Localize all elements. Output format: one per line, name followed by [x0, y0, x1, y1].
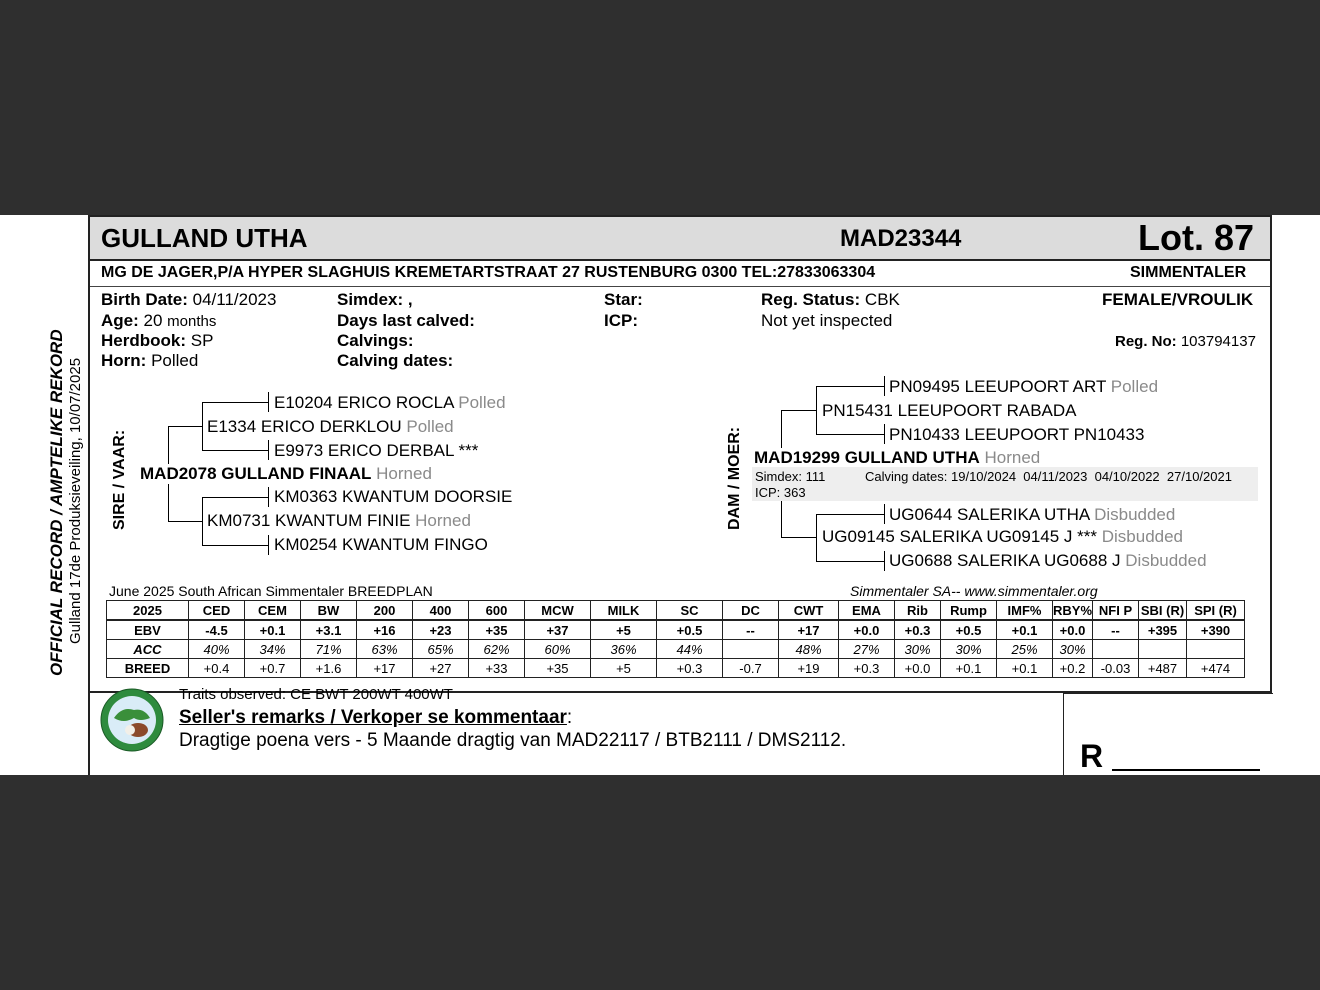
acc-cell: 36% — [591, 640, 657, 659]
breed-avg-cell: +0.0 — [895, 659, 941, 678]
breed-avg-cell: +0.4 — [189, 659, 245, 678]
ebv-cell: -- — [1093, 620, 1139, 640]
acc-cell: 30% — [1053, 640, 1093, 659]
ebv-header-cell: CED — [189, 601, 245, 621]
dam-sire: PN15431 LEEUPOORT RABADA — [822, 401, 1077, 420]
ebv-cell: +0.0 — [1053, 620, 1093, 640]
dam-ddd-tick — [884, 551, 885, 571]
dam-dss-connector — [816, 386, 884, 387]
ebv-header-cell: SPI (R) — [1187, 601, 1245, 621]
logo-graphic — [100, 688, 164, 752]
ebv-header-cell: DC — [723, 601, 779, 621]
acc-cell: 25% — [997, 640, 1053, 659]
animal-ident: MAD23344 — [840, 225, 962, 252]
herdbook: Herdbook: SP — [101, 331, 214, 350]
simmentaler-logo — [100, 688, 164, 752]
ebv-header-cell: CWT — [779, 601, 839, 621]
ebv-cell: +23 — [413, 620, 469, 640]
ebv-table — [106, 600, 1245, 678]
acc-cell: 44% — [657, 640, 723, 659]
dam-simdex: Simdex: 111 — [755, 469, 826, 484]
breed-avg-cell: +0.1 — [941, 659, 997, 678]
ebv-cell: EBV — [107, 620, 189, 640]
ebv-header-cell: EMA — [839, 601, 895, 621]
acc-cell: 71% — [301, 640, 357, 659]
acc-cell: ACC — [107, 640, 189, 659]
acc-cell: 63% — [357, 640, 413, 659]
ebv-cell: -- — [723, 620, 779, 640]
sire-sdd-tick — [268, 535, 269, 555]
sire-sdd-connector — [202, 545, 268, 546]
acc-cell: 30% — [941, 640, 997, 659]
ebv-header-cell: IMF% — [997, 601, 1053, 621]
dam-icp: ICP: 363 — [755, 485, 806, 500]
simdex-label: Simdex: , — [337, 290, 413, 309]
breed-avg-cell: +0.3 — [657, 659, 723, 678]
ebv-header-cell: CEM — [245, 601, 301, 621]
inspection-status: Not yet inspected — [761, 311, 893, 330]
sire-sds-tick — [268, 487, 269, 507]
sire-dam-dam: KM0254 KWANTUM FINGO — [274, 535, 488, 554]
ebv-header-cell: 400 — [413, 601, 469, 621]
ebv-header-cell: Rump — [941, 601, 997, 621]
ebv-cell: +35 — [469, 620, 525, 640]
breed-avg-cell: -0.7 — [723, 659, 779, 678]
breed-avg-cell: +0.1 — [997, 659, 1053, 678]
ebv-cell: +395 — [1139, 620, 1187, 640]
breed-avg-cell: +35 — [525, 659, 591, 678]
ebv-header-cell: 2025 — [107, 601, 189, 621]
ebv-cell: -4.5 — [189, 620, 245, 640]
ebv-cell: +5 — [591, 620, 657, 640]
bottom-backdrop — [0, 775, 1320, 990]
card-left-border — [88, 215, 90, 775]
ebv-cell: +0.5 — [941, 620, 997, 640]
sire-ss-bracket — [202, 402, 203, 450]
star-label: Star: — [604, 290, 643, 309]
lot-number: Lot. 87 — [1138, 217, 1255, 258]
breed-avg-cell: +5 — [591, 659, 657, 678]
dam-sire-dam: PN10433 LEEUPOORT PN10433 — [889, 425, 1145, 444]
ebv-cell: +17 — [779, 620, 839, 640]
acc-cell — [1187, 640, 1245, 659]
official-record-label: OFFICIAL RECORD / AMPTELIKE REKORD — [47, 329, 66, 676]
sire-dam: KM0731 KWANTUM FINIE Horned — [207, 511, 471, 530]
ebv-header-cell: SC — [657, 601, 723, 621]
ebv-cell: +37 — [525, 620, 591, 640]
sire-sd-bracket — [202, 497, 203, 545]
breed-avg-cell: +487 — [1139, 659, 1187, 678]
animal-name: GULLAND UTHA — [101, 223, 308, 253]
sire-sire-dam: E9973 ERICO DERBAL *** — [274, 441, 479, 460]
ebv-cell: +3.1 — [301, 620, 357, 640]
acc-cell — [723, 640, 779, 659]
age: Age: 20 months — [101, 311, 217, 330]
acc-cell: 27% — [839, 640, 895, 659]
ebv-cell: +0.0 — [839, 620, 895, 640]
remarks-text: Dragtige poena vers - 5 Maande dragtig van MAD22117 / BTB2111 / DMS2112. — [179, 730, 847, 751]
ebv-header-cell: RBY% — [1053, 601, 1093, 621]
dam-label: DAM / MOER: — [726, 426, 743, 530]
dam-lower-bracket — [781, 501, 782, 537]
acc-cell: 48% — [779, 640, 839, 659]
breed-avg-cell: +33 — [469, 659, 525, 678]
breedplan-title: June 2025 South African Simmentaler BREEDPLAN — [109, 583, 433, 599]
breed-avg-cell: +0.7 — [245, 659, 301, 678]
reg-number: Reg. No: 103794137 — [1115, 333, 1256, 350]
sire-ss-connector — [168, 426, 202, 427]
ebv-cell: +0.1 — [245, 620, 301, 640]
sale-name: Gulland 17de Produksieveiling, 10/07/2025 — [67, 357, 84, 644]
ebv-cell: +0.5 — [657, 620, 723, 640]
acc-cell: 62% — [469, 640, 525, 659]
sire-ssd-connector — [202, 450, 268, 451]
dam-calving-dates: Calving dates: 19/10/2024 04/11/2023 04/10/2022 27/10/2021 — [865, 469, 1232, 484]
ebv-cell: +0.1 — [997, 620, 1053, 640]
ebv-header-cell: MILK — [591, 601, 657, 621]
breed-name: SIMMENTALER — [1130, 264, 1247, 281]
breed-avg-cell: BREED — [107, 659, 189, 678]
sire-ssd-tick — [268, 440, 269, 460]
acc-cell: 60% — [525, 640, 591, 659]
ebv-header-cell: NFI P — [1093, 601, 1139, 621]
ebv-header-cell: 200 — [357, 601, 413, 621]
icp-label: ICP: — [604, 311, 638, 330]
sex-label: FEMALE/VROULIK — [1102, 290, 1254, 309]
dam-ddd-connector — [816, 561, 884, 562]
traits-observed: Traits observed: CE BWT 200WT 400WT — [179, 686, 453, 703]
breed-avg-cell: +0.2 — [1053, 659, 1093, 678]
acc-cell: 40% — [189, 640, 245, 659]
ebv-header-cell: MCW — [525, 601, 591, 621]
acc-cell: 34% — [245, 640, 301, 659]
breed-avg-row — [107, 659, 1245, 678]
sire-sss-connector — [202, 402, 268, 403]
dam-sire-sire: PN09495 LEEUPOORT ART Polled — [889, 377, 1159, 396]
acc-cell: 65% — [413, 640, 469, 659]
breed-avg-cell: +0.3 — [839, 659, 895, 678]
sire-sds-connector — [202, 497, 268, 498]
dam-dam-dam: UG0688 SALERIKA UG0688 J Disbudded — [889, 551, 1207, 570]
dam-upper-bracket — [781, 410, 782, 448]
breedplan-website: Simmentaler SA-- www.simmentaler.org — [850, 583, 1098, 599]
dam-dsd-connector — [816, 434, 884, 435]
price-r-label: R — [1080, 738, 1104, 774]
sire-sire: E1334 ERICO DERKLOU Polled — [207, 417, 454, 436]
dam-dss-tick — [884, 376, 885, 396]
acc-row — [107, 640, 1245, 659]
ebv-header-cell: Rib — [895, 601, 941, 621]
sire-sire-sire: E10204 ERICO ROCLA Polled — [274, 393, 506, 412]
dam-dd-bracket — [816, 514, 817, 561]
birth-date: Birth Date: 04/11/2023 — [101, 290, 277, 309]
ebv-row — [107, 620, 1245, 640]
days-last-calved-label: Days last calved: — [337, 311, 475, 330]
reg-status: Reg. Status: CBK — [761, 290, 900, 309]
breed-avg-cell: -0.03 — [1093, 659, 1139, 678]
acc-cell — [1139, 640, 1187, 659]
ebv-header-cell: SBI (R) — [1139, 601, 1187, 621]
ebv-cell: +390 — [1187, 620, 1245, 640]
calving-dates-label: Calving dates: — [337, 351, 454, 370]
remarks-heading: Seller's remarks / Verkoper se kommentaar: — [179, 707, 573, 728]
breed-avg-cell: +17 — [357, 659, 413, 678]
breed-avg-cell: +27 — [413, 659, 469, 678]
breed-avg-cell: +19 — [779, 659, 839, 678]
sire-label: SIRE / VAAR: — [111, 429, 128, 530]
dam-ds-bracket — [816, 386, 817, 434]
ebv-cell: +0.3 — [895, 620, 941, 640]
sire-sd-connector — [168, 521, 202, 522]
breeder-address: MG DE JAGER,P/A HYPER SLAGHUIS KREMETARTSTRAAT 27 RUSTENBURG 0300 TEL:27833063304 — [101, 264, 876, 281]
acc-cell: 30% — [895, 640, 941, 659]
price-line — [1112, 769, 1260, 771]
acc-cell — [1093, 640, 1139, 659]
dam-dds-connector — [816, 514, 884, 515]
dam-dds-tick — [884, 504, 885, 524]
dam-dsd-tick — [884, 424, 885, 444]
ebv-header-cell: 600 — [469, 601, 525, 621]
calvings-label: Calvings: — [337, 331, 414, 350]
breed-avg-cell: +474 — [1187, 659, 1245, 678]
dam-dam: UG09145 SALERIKA UG09145 J *** Disbudded — [822, 527, 1184, 546]
ebv-header-row — [107, 601, 1245, 621]
sire-sss-tick — [268, 392, 269, 412]
sire-name: MAD2078 GULLAND FINAAL Horned — [140, 464, 432, 483]
ebv-cell: +16 — [357, 620, 413, 640]
breed-avg-cell: +1.6 — [301, 659, 357, 678]
horn-status: Horn: Polled — [101, 351, 199, 370]
ebv-header-cell: BW — [301, 601, 357, 621]
dam-name: MAD19299 GULLAND UTHA Horned — [754, 448, 1041, 467]
sire-dam-sire: KM0363 KWANTUM DOORSIE — [274, 487, 513, 506]
dam-dam-sire: UG0644 SALERIKA UTHA Disbudded — [889, 505, 1176, 524]
dam-dd-connector — [781, 537, 817, 538]
dam-ds-connector — [781, 410, 817, 411]
